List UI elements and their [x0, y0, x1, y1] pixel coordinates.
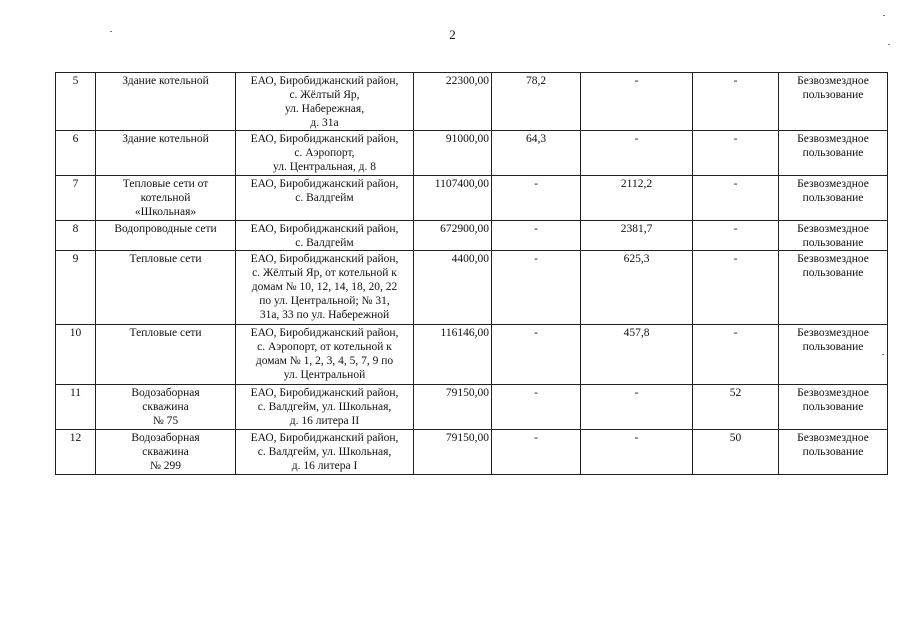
- address-line: 31а, 33 по ул. Набережной: [259, 309, 390, 321]
- table-row: [56, 385, 888, 430]
- right-type-line: пользование: [802, 446, 864, 458]
- address-line: с. Жёлтый Яр, от котельной к: [252, 267, 397, 279]
- object-name-line: Водозаборная: [131, 387, 200, 399]
- depth-value: -: [693, 251, 779, 325]
- cost-value: 4400,00: [414, 251, 492, 325]
- address-line: с. Жёлтый Яр,: [289, 89, 360, 101]
- right-type-line: Безвозмездное: [797, 432, 869, 444]
- depth-value: -: [693, 73, 779, 131]
- object-name: [96, 430, 236, 475]
- address-line: ул. Центральной: [283, 369, 366, 381]
- depth-value: 50: [693, 430, 779, 475]
- address-line: ул. Набережная,: [284, 103, 365, 115]
- address-line: с. Аэропорт,: [294, 147, 355, 159]
- table-row: [56, 176, 888, 221]
- area-value: -: [492, 251, 581, 325]
- object-name-line: Тепловые сети от: [122, 178, 209, 190]
- page-number: 2: [449, 27, 456, 42]
- address-line: с. Валдгейм: [295, 192, 354, 204]
- right-type-line: Безвозмездное: [797, 327, 869, 339]
- property-table: [55, 72, 888, 475]
- area-value: 64,3: [492, 131, 581, 176]
- right-type-line: пользование: [802, 89, 864, 101]
- address-line: ЕАО, Биробиджанский район,: [250, 253, 399, 265]
- address-line: ул. Центральная, д. 8: [272, 161, 377, 173]
- object-name: [96, 325, 236, 385]
- right-type: [779, 325, 888, 385]
- depth-value: -: [693, 176, 779, 221]
- cost-value: 672900,00: [414, 221, 492, 251]
- object-name-line: Водозаборная: [131, 432, 200, 444]
- table-row: [56, 131, 888, 176]
- object-name-line: котельной: [140, 192, 191, 204]
- address-line: по ул. Центральной; № 31,: [259, 295, 390, 307]
- row-number: 6: [56, 131, 96, 176]
- right-type-line: пользование: [802, 341, 864, 353]
- right-type: [779, 176, 888, 221]
- object-address: [236, 73, 414, 131]
- address-line: ЕАО, Биробиджанский район,: [250, 327, 399, 339]
- cost-value: 79150,00: [414, 385, 492, 430]
- scan-speck: [110, 31, 112, 32]
- address-line: ЕАО, Биробиджанский район,: [250, 178, 399, 190]
- object-name-line: № 75: [152, 415, 179, 427]
- table-row: [56, 73, 888, 131]
- object-address: [236, 251, 414, 325]
- row-number: 10: [56, 325, 96, 385]
- right-type: [779, 221, 888, 251]
- row-number: 9: [56, 251, 96, 325]
- object-name-line: скважина: [142, 446, 189, 458]
- address-line: д. 16 литера I: [291, 460, 358, 472]
- object-name-line: № 299: [149, 460, 182, 472]
- length-value: 457,8: [581, 325, 693, 385]
- table-body: [56, 73, 888, 475]
- object-address: [236, 325, 414, 385]
- row-number: 8: [56, 221, 96, 251]
- object-address: [236, 221, 414, 251]
- depth-value: 52: [693, 385, 779, 430]
- table-row: [56, 430, 888, 475]
- depth-value: -: [693, 221, 779, 251]
- length-value: -: [581, 131, 693, 176]
- length-value: 625,3: [581, 251, 693, 325]
- right-type-line: Безвозмездное: [797, 387, 869, 399]
- length-value: -: [581, 430, 693, 475]
- right-type-line: Безвозмездное: [797, 133, 869, 145]
- object-address: [236, 430, 414, 475]
- right-type-line: Безвозмездное: [797, 178, 869, 190]
- length-value: 2112,2: [581, 176, 693, 221]
- right-type: [779, 73, 888, 131]
- right-type-line: пользование: [802, 147, 864, 159]
- row-number: 5: [56, 73, 96, 131]
- table-row: [56, 325, 888, 385]
- depth-value: -: [693, 131, 779, 176]
- cost-value: 22300,00: [414, 73, 492, 131]
- address-line: с. Аэропорт, от котельной к: [257, 341, 392, 353]
- object-address: [236, 176, 414, 221]
- object-name: [96, 221, 236, 251]
- scan-speck: [883, 15, 885, 16]
- area-value: -: [492, 430, 581, 475]
- area-value: -: [492, 385, 581, 430]
- cost-value: 1107400,00: [414, 176, 492, 221]
- object-name-line: Здание котельной: [122, 133, 209, 145]
- right-type-line: пользование: [802, 401, 864, 413]
- object-name: [96, 131, 236, 176]
- length-value: -: [581, 385, 693, 430]
- address-line: с. Валдгейм: [295, 237, 354, 249]
- row-number: 7: [56, 176, 96, 221]
- area-value: -: [492, 176, 581, 221]
- object-name-line: Здание котельной: [122, 75, 209, 87]
- right-type-line: Безвозмездное: [797, 75, 869, 87]
- length-value: 2381,7: [581, 221, 693, 251]
- object-name: [96, 73, 236, 131]
- right-type-line: Безвозмездное: [797, 253, 869, 265]
- table-row: [56, 221, 888, 251]
- address-line: с. Валдгейм, ул. Школьная,: [257, 446, 392, 458]
- right-type: [779, 131, 888, 176]
- object-address: [236, 385, 414, 430]
- right-type: [779, 430, 888, 475]
- right-type: [779, 251, 888, 325]
- right-type-line: пользование: [802, 192, 864, 204]
- right-type-line: Безвозмездное: [797, 223, 869, 235]
- depth-value: -: [693, 325, 779, 385]
- object-name: [96, 385, 236, 430]
- cost-value: 116146,00: [414, 325, 492, 385]
- area-value: -: [492, 325, 581, 385]
- right-type: [779, 385, 888, 430]
- address-line: д. 31а: [310, 117, 339, 129]
- area-value: -: [492, 221, 581, 251]
- length-value: -: [581, 73, 693, 131]
- area-value: 78,2: [492, 73, 581, 131]
- address-line: ЕАО, Биробиджанский район,: [250, 75, 399, 87]
- right-type-line: пользование: [802, 267, 864, 279]
- address-line: ЕАО, Биробиджанский район,: [250, 387, 399, 399]
- address-line: домам № 10, 12, 14, 18, 20, 22: [251, 281, 398, 293]
- object-address: [236, 131, 414, 176]
- address-line: д. 16 литера II: [289, 415, 360, 427]
- object-name-line: «Школьная»: [134, 206, 197, 218]
- address-line: ЕАО, Биробиджанский район,: [250, 432, 399, 444]
- object-name-line: скважина: [142, 401, 189, 413]
- right-type-line: пользование: [802, 237, 864, 249]
- cost-value: 91000,00: [414, 131, 492, 176]
- address-line: с. Валдгейм, ул. Школьная,: [257, 401, 392, 413]
- object-name-line: Тепловые сети: [129, 253, 202, 265]
- scan-speck: [888, 44, 890, 45]
- object-name: [96, 176, 236, 221]
- address-line: домам № 1, 2, 3, 4, 5, 7, 9 по: [255, 355, 394, 367]
- row-number: 12: [56, 430, 96, 475]
- row-number: 11: [56, 385, 96, 430]
- object-name: [96, 251, 236, 325]
- table-row: [56, 251, 888, 325]
- cost-value: 79150,00: [414, 430, 492, 475]
- address-line: ЕАО, Биробиджанский район,: [250, 223, 399, 235]
- object-name-line: Тепловые сети: [129, 327, 202, 339]
- object-name-line: Водопроводные сети: [114, 223, 217, 235]
- address-line: ЕАО, Биробиджанский район,: [250, 133, 399, 145]
